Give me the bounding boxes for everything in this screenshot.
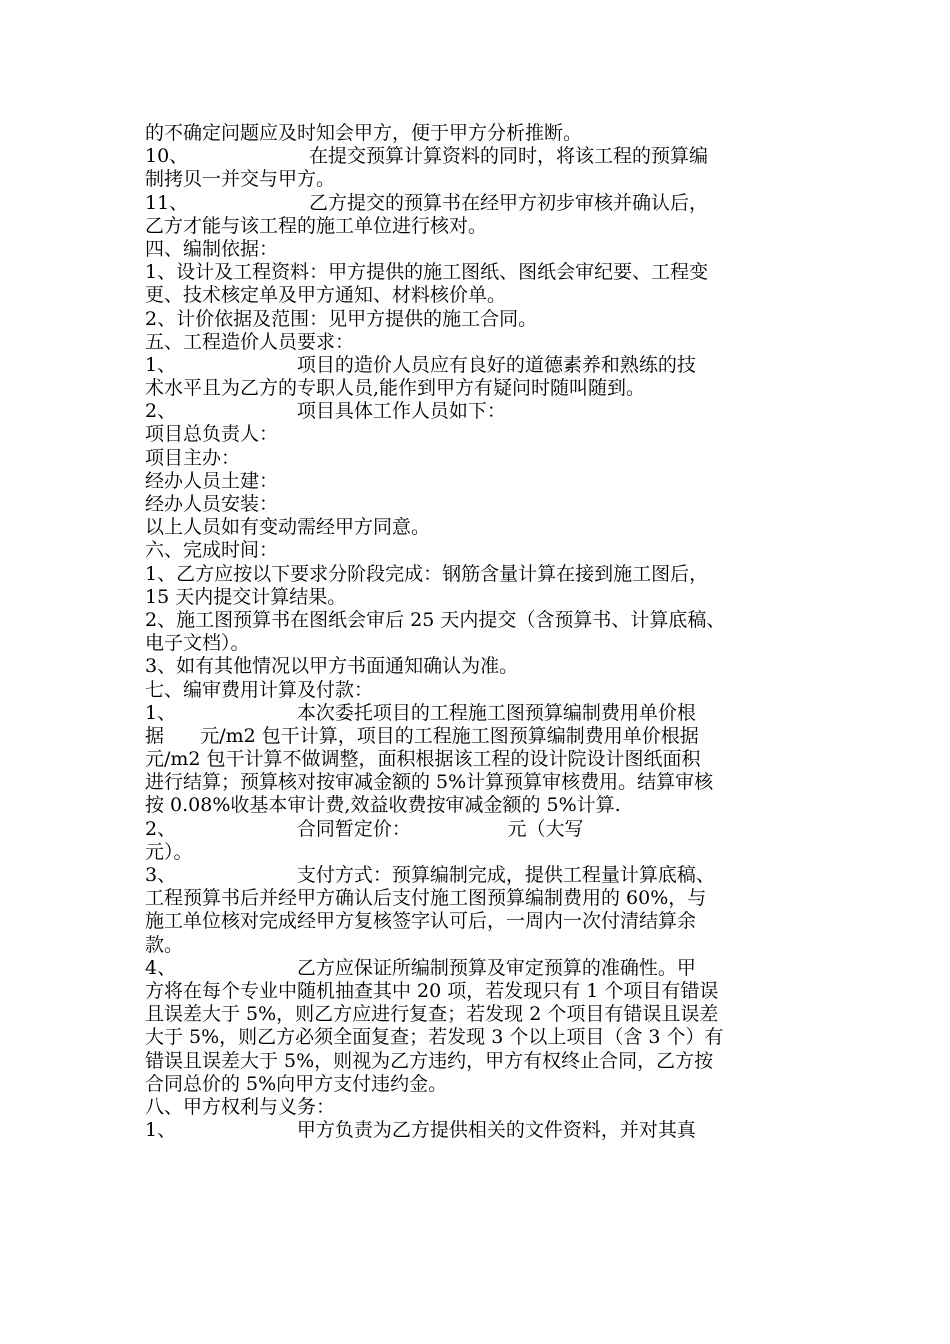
text-line: 更、技术核定单及甲方通知、材料核价单。 [145, 284, 507, 307]
text-line: 术水平且为乙方的专职人员,能作到甲方有疑问时随叫随到。 [145, 377, 646, 400]
text-line: 3、 支付方式：预算编制完成，提供工程量计算底稿、 [145, 864, 715, 886]
text-line: 元）。 [145, 840, 193, 863]
text-line: 2、计价依据及范围：见甲方提供的施工合同。 [145, 307, 538, 330]
text-line: 合同总价的 5%向甲方支付违约金。 [145, 1072, 448, 1095]
text-line: 项目总负责人： [145, 423, 279, 446]
text-line: 2、 合同暂定价： 元（大写 [145, 817, 584, 840]
text-line: 10、 在提交预算计算资料的同时，将该工程的预算编 [145, 145, 708, 168]
text-line: 五、工程造价人员要求： [145, 330, 355, 353]
text-line: 施工单位核对完成经甲方复核签字认可后，一周内一次付清结算余 [145, 910, 697, 933]
text-line: 据 元/m2 包干计算，项目的工程施工图预算编制费用单价根据 [145, 724, 699, 747]
text-line: 项目主办： [145, 446, 241, 469]
text-line: 七、编审费用计算及付款： [145, 678, 374, 701]
text-line: 经办人员土建： [145, 469, 279, 492]
text-line: 以上人员如有变动需经甲方同意。 [145, 516, 431, 539]
text-line: 经办人员安装： [145, 493, 279, 515]
text-line: 四、编制依据： [145, 237, 279, 260]
text-line: 方将在每个专业中随机抽查其中 20 项，若发现只有 1 个项目有错误 [145, 979, 719, 1002]
text-line: 错误且误差大于 5%，则视为乙方违约，甲方有权终止合同，乙方按 [145, 1049, 714, 1072]
text-line: 工程预算书后并经甲方确认后支付施工图预算编制费用的 60%，与 [145, 887, 707, 910]
text-line: 款。 [145, 933, 184, 956]
text-line: 的不确定问题应及时知会甲方，便于甲方分析推断。 [145, 122, 583, 144]
text-line: 15 天内提交计算结果。 [145, 585, 347, 608]
text-line: 1、设计及工程资料：甲方提供的施工图纸、图纸会审纪要、工程变 [145, 261, 709, 284]
text-line: 且误差大于 5%，则乙方应进行复查；若发现 2 个项目有错误且误差 [145, 1003, 719, 1026]
text-line: 2、施工图预算书在图纸会审后 25 天内提交（含预算书、计算底稿、 [145, 608, 726, 631]
text-line: 2、 项目具体工作人员如下： [145, 400, 506, 423]
text-line: 1、 项目的造价人员应有良好的道德素养和熟练的技 [145, 353, 696, 376]
text-line: 1、乙方应按以下要求分阶段完成：钢筋含量计算在接到施工图后， [145, 562, 709, 585]
text-line: 八、甲方权利与义务： [145, 1095, 336, 1118]
text-line: 元/m2 包干计算不做调整，面积根据该工程的设计院设计图纸面积 [145, 748, 701, 771]
text-line: 乙方才能与该工程的施工单位进行核对。 [145, 214, 488, 237]
text-line: 1、 本次委托项目的工程施工图预算编制费用单价根 [145, 701, 696, 724]
document-body [145, 122, 810, 1142]
text-line: 4、 乙方应保证所编制预算及审定预算的准确性。甲 [145, 956, 696, 979]
text-line: 制拷贝一并交与甲方。 [145, 168, 336, 191]
text-line: 大于 5%，则乙方必须全面复查；若发现 3 个以上项目（含 3 个）有 [145, 1026, 724, 1049]
text-line: 进行结算；预算核对按审减金额的 5%计算预算审核费用。结算审核 [145, 771, 714, 794]
text-line: 3、如有其他情况以甲方书面通知确认为准。 [145, 655, 519, 678]
text-line: 按 0.08%收基本审计费,效益收费按审减金额的 5%计算. [145, 794, 621, 817]
text-line: 1、 甲方负责为乙方提供相关的文件资料，并对其真 [145, 1119, 696, 1142]
text-line: 六、完成时间： [145, 539, 279, 562]
text-line: 11、 乙方提交的预算书在经甲方初步审核并确认后， [145, 191, 708, 214]
text-line: 电子文档）。 [145, 632, 250, 655]
